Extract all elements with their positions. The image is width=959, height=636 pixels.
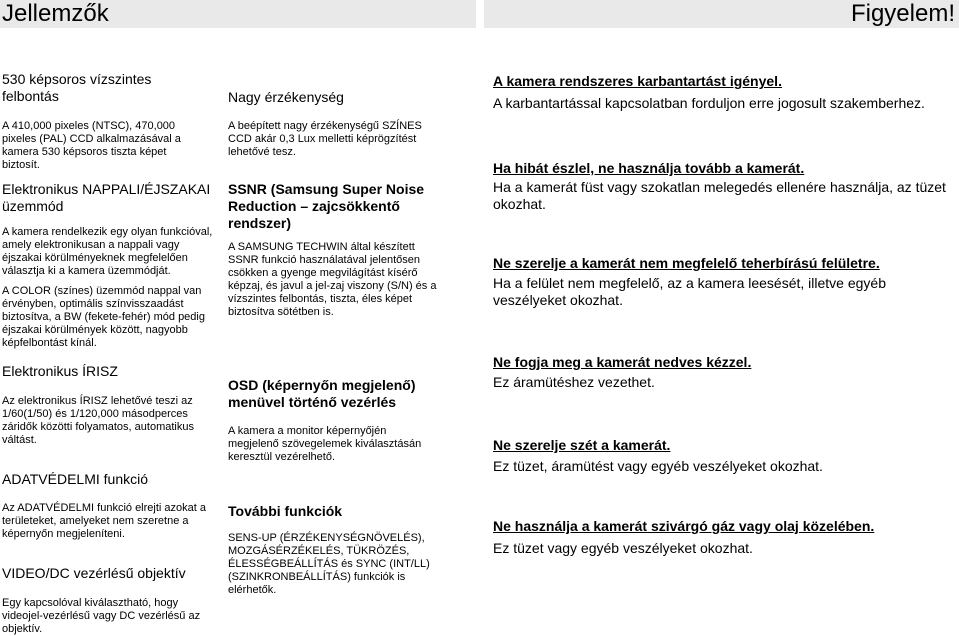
warning-disassemble-title: Ne szerelje szét a kamerát. [493,437,671,453]
feature-privacy-text: Az ADATVÉDELMI funkció elrejti azokat a területeket, amelyeket nem szeretne a képernyőn megjeleníteni. [2,502,206,540]
feature-other-text: SENS-UP (ÉRZÉKENYSÉGNÖVELÉS), MOZGÁSÉRZÉKELÉS, TÜKRÖZÉS, ÉLESSÉGBEÁLLÍTÁS és SYNC (INT/LL) (SZINKRONBEÁLLÍTÁS) funkciók is elérhetők. [228,532,430,596]
feature-resolution-text: A 410,000 pixeles (NTSC), 470,000 pixeles (PAL) CCD alkalmazásával a kamera 530 képsoros tiszta képet biztosít. [2,120,181,171]
warning-gas-oil-text: Ez tüzet vagy egyéb veszélyeket okozhat. [493,540,753,556]
warning-wet-hands-text: Ez áramütéshez vezethet. [493,374,655,390]
warning-fault-text: Ha a kamerát füst vagy szokatlan melegedés ellenére használja, az tüzet okozhat. [493,179,946,212]
warning-heading: Figyelem! [484,0,959,28]
feature-daynight-title: Elektronikus NAPPALI/ÉJSZAKAI üzemmód [2,181,211,214]
feature-lens-text: Egy kapcsolóval kiválasztható, hogy videojel-vezérlésű vagy DC vezérlésű az objektív. [2,597,201,635]
warning-surface-title: Ne szerelje a kamerát nem megfelelő teherbírású felületre. [493,255,880,271]
feature-osd-title: OSD (képernyőn megjelenő) menüvel történő vezérlés [228,377,416,410]
feature-osd-text: A kamera a monitor képernyőjén megjelenő szövegelemek kiválasztásán keresztül vezérelhető. [228,425,422,463]
feature-daynight-text-2: A COLOR (színes) üzemmód nappal van érvényben, optimális színvisszaadást biztosítva, a BW (fekete-fehér) mód pedig éjszakai körülmények között, nagyobb képfelbontást kínál. [2,285,205,349]
warning-wet-hands-title: Ne fogja meg a kamerát nedves kézzel. [493,354,752,370]
feature-sensitivity-text: A beépített nagy érzékenységű SZÍNES CCD akár 0,3 Lux melletti képrögzítést lehetővé tesz. [228,120,422,158]
feature-sensitivity-title: Nagy érzékenység [228,89,344,105]
warning-maintenance-text: A karbantartással kapcsolatban forduljon erre jogosult szakemberhez. [493,95,925,111]
features-heading: Jellemzők [0,0,476,28]
warning-gas-oil-title: Ne használja a kamerát szivárgó gáz vagy olaj közelében. [493,518,875,534]
warning-disassemble-text: Ez tüzet, áramütést vagy egyéb veszélyeket okozhat. [493,458,823,474]
feature-iris-title: Elektronikus ÍRISZ [2,363,118,379]
warning-maintenance-title: A kamera rendszeres karbantartást igényel. [493,73,782,89]
feature-daynight-text-1: A kamera rendelkezik egy olyan funkcióval, amely elektronikusan a nappali vagy éjszakai körülményeknek megfelelően választja ki a kamera üzemmódját. [2,226,213,277]
feature-lens-title: VIDEO/DC vezérlésű objektív [2,565,186,581]
feature-ssnr-text: A SAMSUNG TECHWIN által készített SSNR funkció használatával jelentősen csökken a gyenge megvilágítást kísérő képzaj, és javul a jel-zaj viszony (S/N) és a vízszintes felbontás, tiszta, éles képet biztosítva sötétben is. [228,241,437,318]
feature-ssnr-title: SSNR (Samsung Super Noise Reduction – zajcsökkentő rendszer) [228,181,425,231]
warning-surface-text: Ha a felület nem megfelelő, az a kamera leesését, illetve egyéb veszélyeket okozhat. [493,275,886,308]
warning-fault-title: Ha hibát észlel, ne használja tovább a kamerát. [493,160,805,176]
feature-other-title: További funkciók [228,503,343,519]
feature-privacy-title: ADATVÉDELMI funkció [2,471,149,487]
feature-resolution-title: 530 képsoros vízszintes felbontás [2,71,152,104]
feature-iris-text: Az elektronikus ÍRISZ lehetővé teszi az 1/60(1/50) és 1/120,000 másodperces záridők közötti folyamatos, automatikus váltást. [2,395,194,446]
